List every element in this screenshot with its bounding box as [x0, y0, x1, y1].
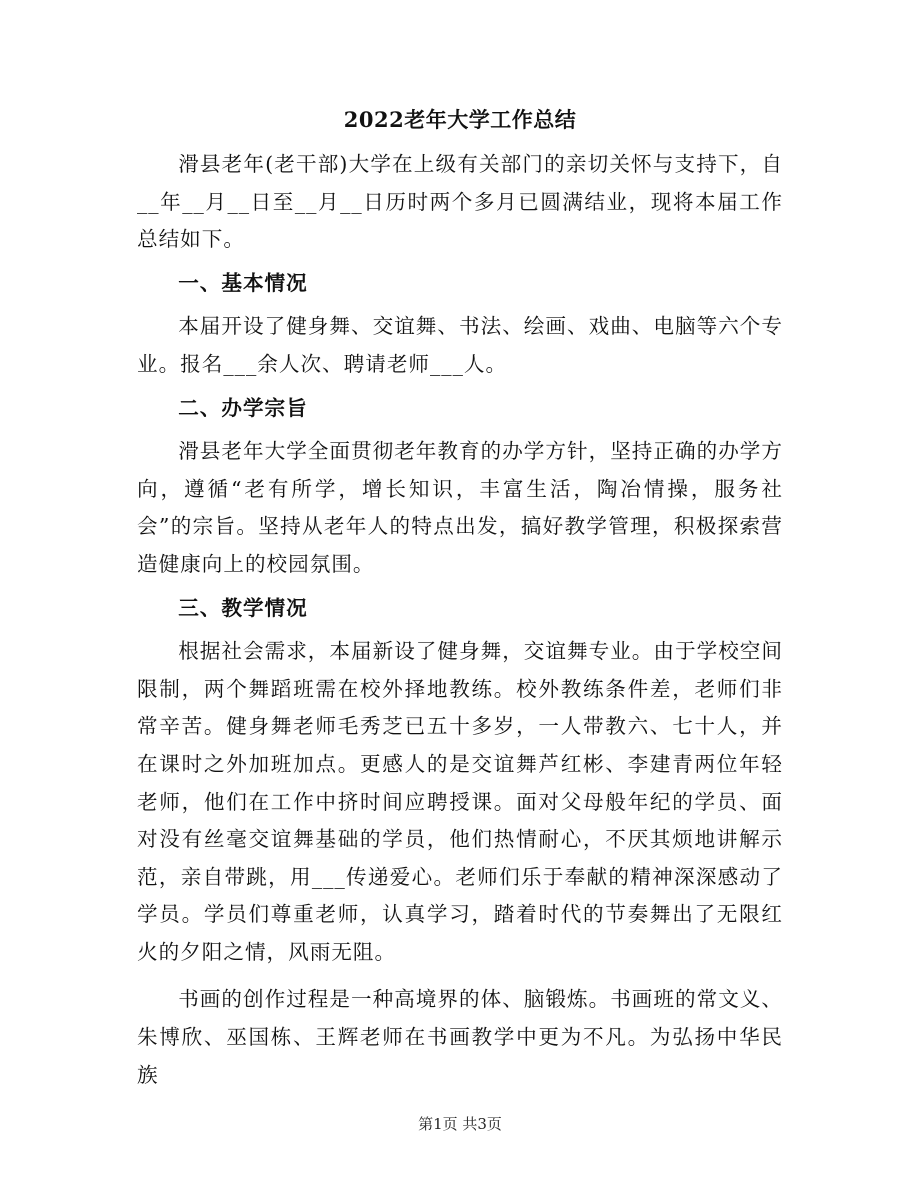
intro-paragraph: 滑县老年(老干部)大学在上级有关部门的亲切关怀与支持下，自__年__月__日至__月__日历时两个多月已圆满结业，现将本届工作总结如下。	[137, 152, 783, 252]
section-heading-basic: 一、基本情况	[178, 270, 308, 295]
section-paragraph-basic: 本届开设了健身舞、交谊舞、书法、绘画、戏曲、电脑等六个专业。报名___余人次、聘请老师___人。	[137, 314, 783, 376]
page-number: 第1页 共3页	[418, 1115, 502, 1133]
section-heading-purpose: 二、办学宗旨	[178, 395, 308, 420]
document-body	[137, 146, 783, 1094]
document-title: 2022老年大学工作总结	[343, 107, 577, 132]
section-paragraph-teaching-2: 书画的创作过程是一种高境界的体、脑锻炼。书画班的常文义、朱博欣、巫国栋、王辉老师在书画教学中更为不凡。为弘扬中华民族	[137, 987, 783, 1087]
section-paragraph-teaching-1: 根据社会需求，本届新设了健身舞，交谊舞专业。由于学校空间限制，两个舞蹈班需在校外择地教练。校外教练条件差，老师们非常辛苦。健身舞老师毛秀芝已五十多岁，一人带教六、七十人，并在课时之外加班加点。更感人的是交谊舞芦红彬、李建青两位年轻老师，他们在工作中挤时间应聘授课。面对父母般年纪的学员、面对没有丝毫交谊舞基础的学员，他们热情耐心，不厌其烦地讲解示范，亲自带跳，用___传递爱心。老师们乐于奉献的精神深深感动了学员。学员们尊重老师，认真学习，踏着时代的节奏舞出了无限红火的夕阳之情，风雨无阻。	[137, 639, 783, 964]
section-paragraph-purpose: 滑县老年大学全面贯彻老年教育的办学方针，坚持正确的办学方向，遵循“老有所学，增长知识，丰富生活，陶冶情操，服务社会”的宗旨。坚持从老年人的特点出发，搞好教学管理，积极探索营造健康向上的校园氛围。	[137, 439, 783, 576]
section-heading-teaching: 三、教学情况	[178, 595, 308, 620]
